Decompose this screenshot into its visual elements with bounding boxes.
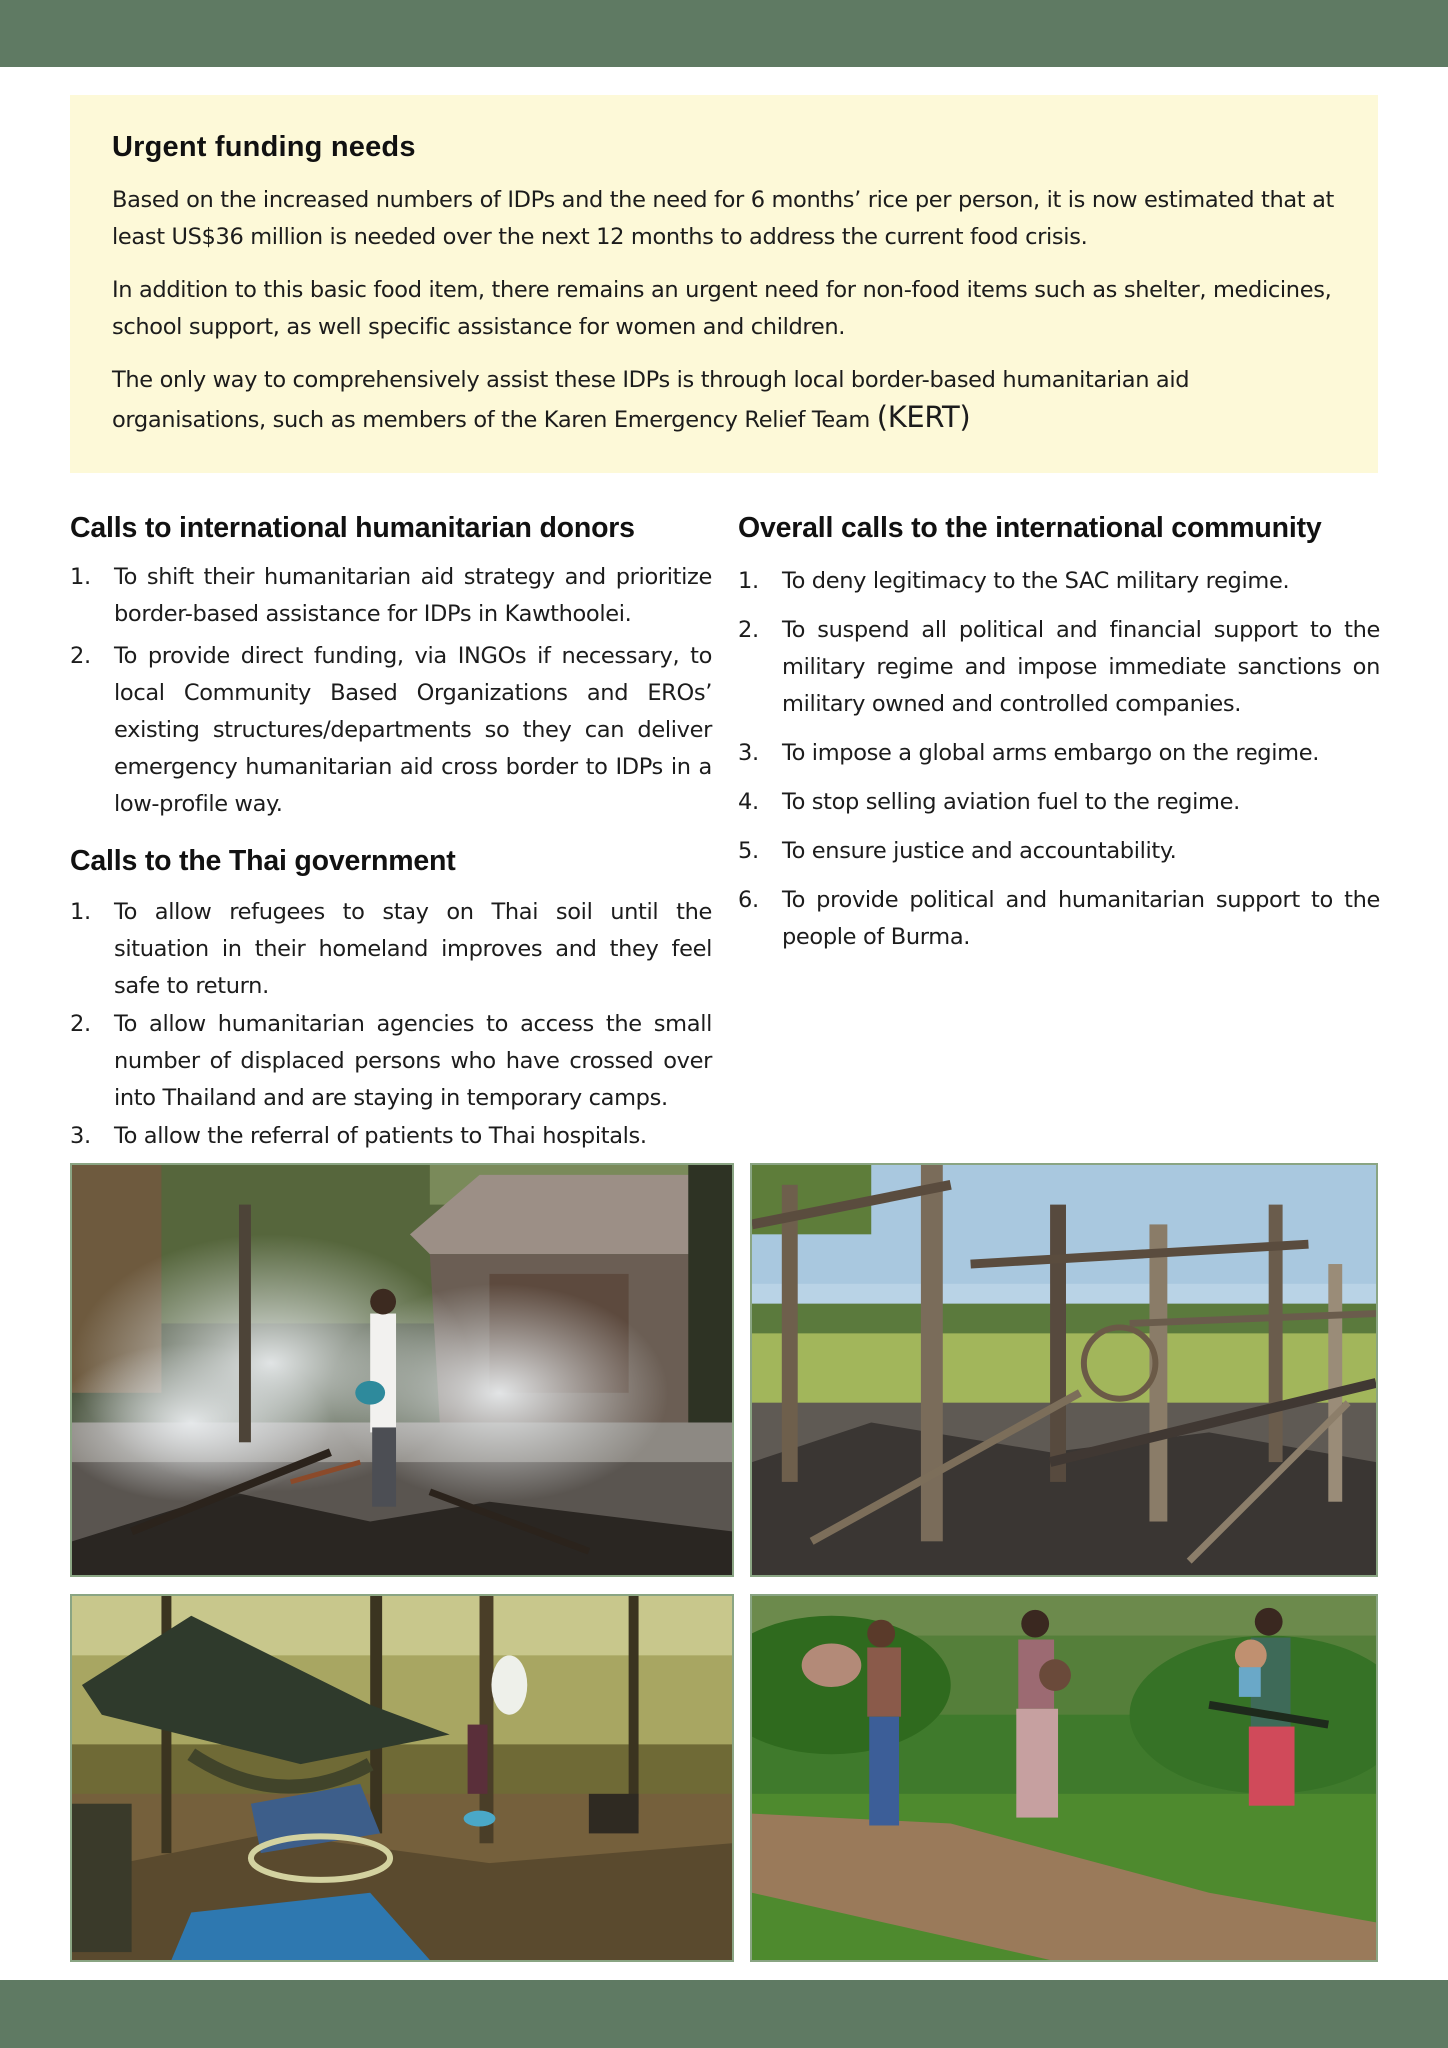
- photo-forest-shelter: [70, 1594, 734, 1962]
- photo-burnt-frame-field: [750, 1163, 1378, 1577]
- international-heading: Overall calls to the international community: [738, 512, 1322, 544]
- list-number: 6.: [738, 887, 759, 913]
- right-column: [738, 512, 1380, 968]
- donors-heading: Calls to international humanitarian donors: [70, 512, 635, 544]
- urgent-funding-box: [70, 95, 1378, 473]
- list-item: [738, 784, 1380, 821]
- list-item: [738, 735, 1380, 772]
- list-number: 2.: [70, 643, 91, 669]
- funding-paragraph-3-text: The only way to comprehensively assist these IDPs is through local border-based humanitarian aid organisations, such as members of the Karen Emergency Relief Team: [112, 367, 1190, 433]
- list-item: [70, 1118, 712, 1155]
- list-text: To impose a global arms embargo on the regime.: [782, 740, 1320, 766]
- kert-acronym: (KERT): [876, 400, 971, 434]
- list-item: [70, 1006, 712, 1117]
- list-number: 1.: [70, 899, 91, 925]
- photo-burnt-house-smoke: [70, 1163, 734, 1577]
- donors-list: [70, 559, 712, 823]
- list-item: [738, 563, 1380, 600]
- list-item: [70, 894, 712, 1005]
- list-text: To provide direct funding, via INGOs if necessary, to local Community Based Organizations and EROs’ existing structures/departments so they can deliver emergency humanitarian aid cross border to IDPs in a low-profile way.: [114, 643, 712, 817]
- funding-title: Urgent funding needs: [112, 131, 416, 163]
- funding-paragraph-1: Based on the increased numbers of IDPs and the need for 6 months’ rice per person, it is now estimated that at least US$36 million is needed over the next 12 months to address the current food crisis.: [112, 187, 1334, 250]
- list-text: To suspend all political and financial support to the military regime and impose immediate sanctions on military owned and controlled companies.: [782, 617, 1380, 717]
- footer-band: [0, 1980, 1448, 2048]
- list-item: [738, 833, 1380, 870]
- list-text: To allow the referral of patients to Thai hospitals.: [114, 1123, 647, 1149]
- list-text: To deny legitimacy to the SAC military regime.: [782, 568, 1290, 594]
- photo-walking-family: [750, 1594, 1378, 1962]
- list-number: 3.: [738, 740, 759, 766]
- list-number: 2.: [70, 1011, 91, 1037]
- thai-list: [70, 894, 712, 1155]
- list-number: 1.: [70, 564, 91, 590]
- thai-heading: Calls to the Thai government: [70, 845, 456, 877]
- list-item: [738, 882, 1380, 956]
- international-list: [738, 563, 1380, 956]
- funding-paragraph-3: [112, 362, 1336, 439]
- list-number: 4.: [738, 789, 759, 815]
- left-column: [70, 512, 712, 1156]
- list-item: [738, 612, 1380, 723]
- funding-paragraph-2: In addition to this basic food item, there remains an urgent need for non-food items such as shelter, medicines, school support, as well specific assistance for women and children.: [112, 277, 1332, 340]
- list-number: 5.: [738, 838, 759, 864]
- list-number: 3.: [70, 1123, 91, 1149]
- header-band: [0, 0, 1448, 67]
- list-item: [70, 559, 712, 633]
- list-number: 1.: [738, 568, 759, 594]
- list-number: 2.: [738, 617, 759, 643]
- list-text: To shift their humanitarian aid strategy and prioritize border-based assistance for IDPs in Kawthoolei.: [114, 564, 712, 627]
- list-text: To allow humanitarian agencies to access the small number of displaced persons who have crossed over into Thailand and are staying in temporary camps.: [114, 1011, 712, 1111]
- list-text: To stop selling aviation fuel to the regime.: [782, 789, 1240, 815]
- list-text: To ensure justice and accountability.: [782, 838, 1177, 864]
- list-text: To provide political and humanitarian support to the people of Burma.: [782, 887, 1380, 950]
- list-item: [70, 638, 712, 823]
- list-text: To allow refugees to stay on Thai soil until the situation in their homeland improves and they feel safe to return.: [114, 899, 712, 999]
